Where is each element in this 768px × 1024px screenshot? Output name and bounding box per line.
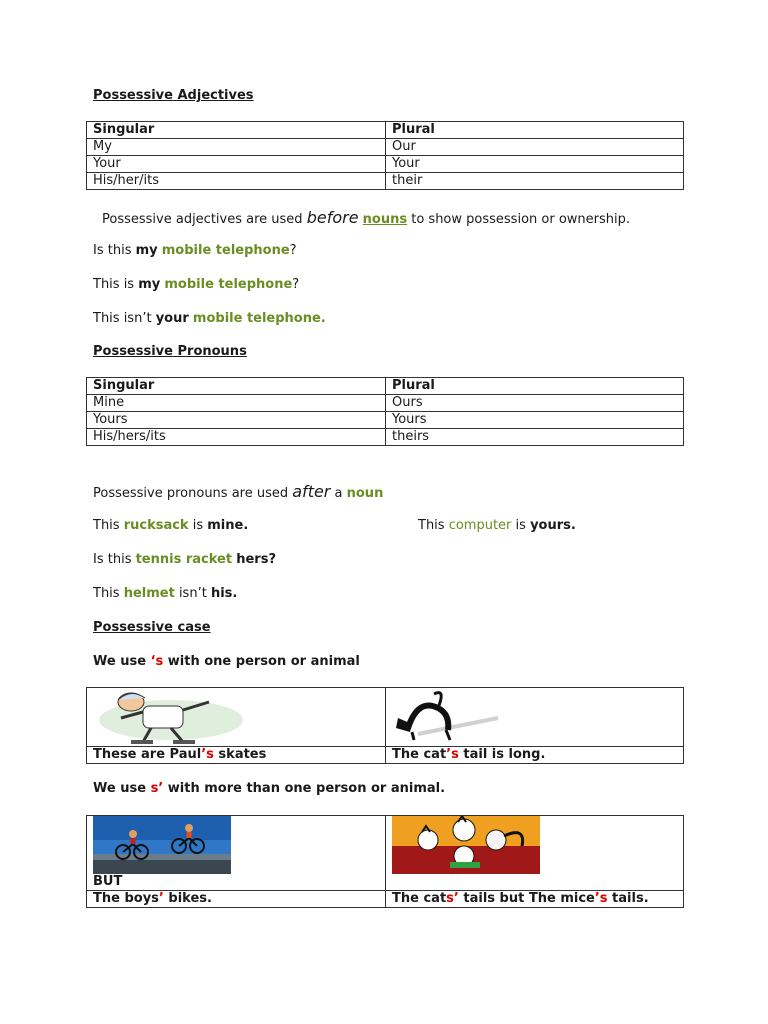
example-text: Is this — [93, 552, 136, 567]
table-cell: Mine — [87, 395, 386, 412]
table-cell: Your — [87, 156, 386, 173]
header-plural: Plural — [386, 378, 684, 395]
apostrophe-mark: ’s — [446, 747, 459, 762]
skater-cell — [87, 688, 386, 747]
apostrophe-mark: ’s — [594, 891, 608, 906]
example-possessive: your — [155, 311, 189, 326]
rule-text: We use — [93, 654, 151, 669]
bikes-cell — [87, 816, 386, 891]
caption-text: bikes. — [163, 891, 212, 906]
caption-cats-mice — [386, 891, 684, 908]
example-object: computer — [448, 518, 512, 533]
adjective-example-1 — [93, 243, 297, 258]
but-label: BUT — [93, 874, 123, 889]
rule-keyword: before — [306, 208, 359, 227]
table-header-row — [87, 378, 684, 395]
example-text: ? — [292, 277, 300, 292]
example-text: This isn’t — [93, 311, 156, 326]
adjectives-table — [86, 121, 684, 190]
adjectives-heading: Possessive Adjectives — [93, 88, 254, 103]
rule-noun: nouns — [362, 212, 408, 227]
case-rule-2 — [93, 781, 445, 796]
table-cell: Our — [386, 139, 684, 156]
example-possessive: mine. — [207, 518, 249, 533]
caption-text: tail is long. — [458, 747, 546, 762]
pronoun-example-1b — [418, 518, 576, 533]
caption-cat — [386, 747, 684, 764]
apostrophe-mark: s’ — [446, 891, 459, 906]
case-heading: Possessive case — [93, 620, 211, 635]
example-object: mobile telephone — [164, 277, 293, 292]
example-text: isn’t — [174, 586, 211, 601]
pronoun-example-3 — [93, 586, 237, 601]
example-text: Is this — [93, 243, 136, 258]
pronouns-heading: Possessive Pronouns — [93, 344, 247, 359]
caption-row — [87, 747, 684, 764]
cat-illustration — [386, 688, 683, 746]
example-possessive: my — [135, 243, 158, 258]
cat-cell — [386, 688, 684, 747]
bikes-photo — [93, 816, 385, 874]
table-header-row — [87, 122, 684, 139]
apostrophe-mark: s’ — [150, 781, 164, 796]
adjective-example-2 — [93, 277, 299, 292]
example-possessive: his. — [210, 586, 238, 601]
rule-text: with one person or animal — [163, 654, 360, 669]
example-text: This is — [93, 277, 139, 292]
pronouns-table — [86, 377, 684, 446]
example-object: mobile telephone. — [192, 311, 326, 326]
rule-noun: noun — [346, 486, 384, 501]
caption-row — [87, 891, 684, 908]
table-cell: My — [87, 139, 386, 156]
example-text: This — [418, 518, 449, 533]
adjective-example-3 — [93, 311, 326, 326]
caption-text: tails but The mice — [458, 891, 595, 906]
header-singular: Singular — [87, 122, 386, 139]
table-row — [87, 156, 684, 173]
header-singular: Singular — [87, 378, 386, 395]
caption-text: tails. — [607, 891, 649, 906]
table-row — [87, 429, 684, 446]
image-row — [87, 688, 684, 747]
table-row — [87, 139, 684, 156]
rule-text: We use — [93, 781, 151, 796]
caption-paul — [87, 747, 386, 764]
example-object: tennis racket — [135, 552, 233, 567]
example-text: is — [188, 518, 208, 533]
example-possessive: hers? — [236, 552, 276, 567]
adjectives-rule — [102, 208, 630, 227]
table-cell: His/her/its — [87, 173, 386, 190]
example-object: mobile telephone — [161, 243, 290, 258]
apostrophe-mark: ’ — [158, 891, 164, 906]
example-text: ? — [289, 243, 297, 258]
example-possessive: yours. — [530, 518, 576, 533]
rule-text: with more than one person or animal. — [163, 781, 446, 796]
image-row — [87, 816, 684, 891]
table-cell: Ours — [386, 395, 684, 412]
caption-text: skates — [213, 747, 267, 762]
rule-keyword: after — [292, 482, 331, 501]
caption-text: The cat — [392, 891, 447, 906]
example-object: rucksack — [123, 518, 189, 533]
pronoun-example-2 — [93, 552, 276, 567]
pronoun-example-1 — [93, 518, 248, 533]
caption-text: The cat — [392, 747, 447, 762]
rule-text: to show possession or ownership. — [407, 212, 630, 227]
header-plural: Plural — [386, 122, 684, 139]
table-cell: their — [386, 173, 684, 190]
table-cell: theirs — [386, 429, 684, 446]
example-possessive: my — [138, 277, 161, 292]
cats-mice-cell — [386, 816, 684, 891]
singular-examples-table — [86, 687, 684, 764]
case-rule-1 — [93, 654, 360, 669]
table-row — [87, 412, 684, 429]
example-text: This — [93, 518, 124, 533]
apostrophe-mark: ’s — [201, 747, 214, 762]
skater-illustration — [87, 688, 385, 746]
cats-mice-illustration — [392, 816, 683, 874]
table-cell: Yours — [386, 412, 684, 429]
caption-boys — [87, 891, 386, 908]
pronouns-rule — [93, 482, 383, 501]
example-object: helmet — [123, 586, 175, 601]
example-text: This — [93, 586, 124, 601]
example-text: is — [511, 518, 531, 533]
plural-examples-table — [86, 815, 684, 908]
table-cell: Yours — [87, 412, 386, 429]
table-row — [87, 173, 684, 190]
rule-text: Possessive pronouns are used — [93, 486, 293, 501]
caption-text: These are Paul — [93, 747, 202, 762]
table-row — [87, 395, 684, 412]
table-cell: His/hers/its — [87, 429, 386, 446]
rule-text: Possessive adjectives are used — [102, 212, 307, 227]
rule-text: a — [330, 486, 347, 501]
apostrophe-mark: ‘s — [150, 654, 164, 669]
table-cell: Your — [386, 156, 684, 173]
caption-text: The boys — [93, 891, 159, 906]
